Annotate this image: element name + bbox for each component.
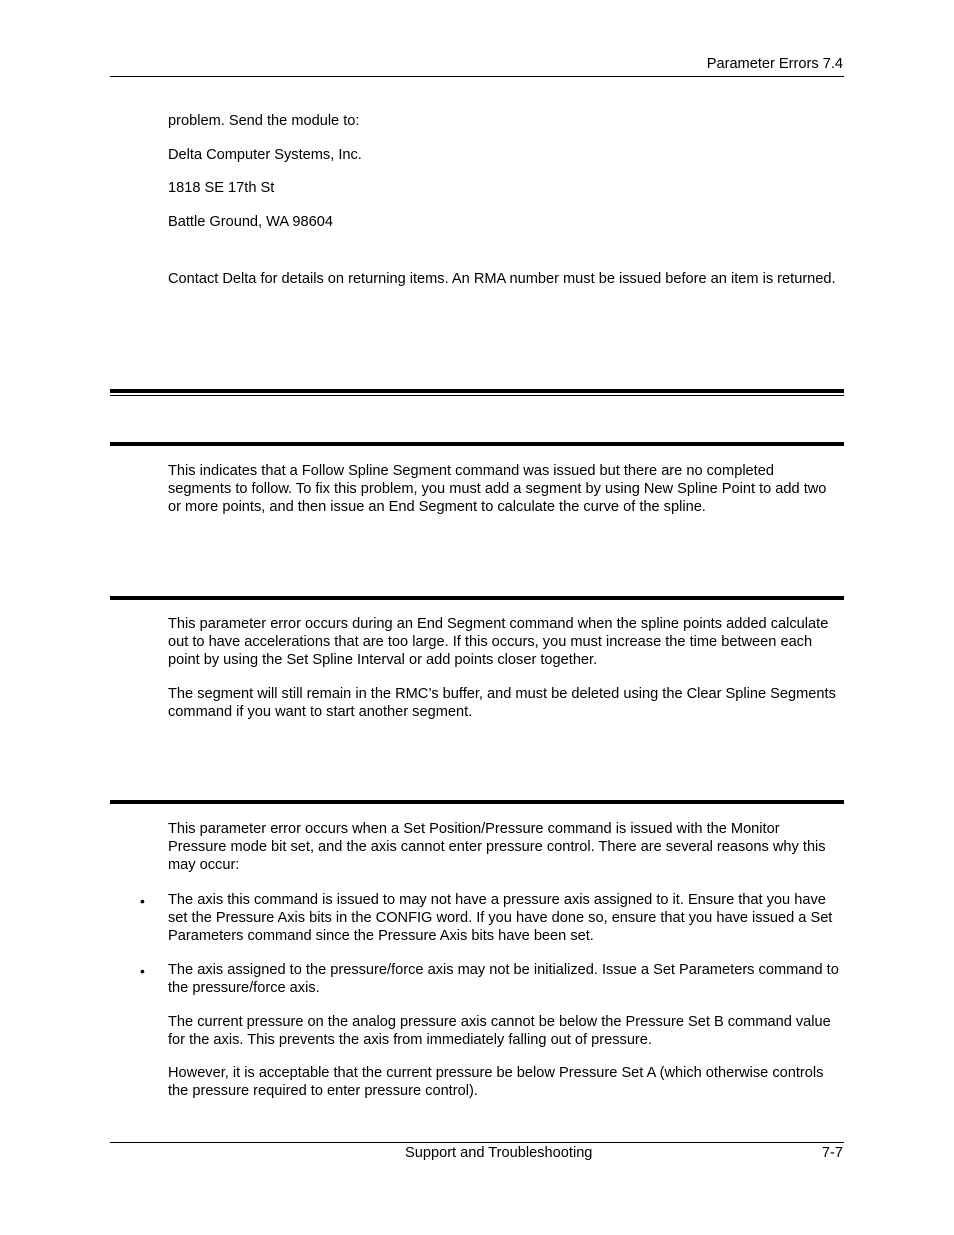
section3-paragraph-2: The current pressure on the analog pressure axis cannot be below the Pressure Set B command value for the axis. This prevents the axis from immediately falling out of pressure. (168, 1014, 831, 1049)
bullet-marker: • (140, 963, 145, 979)
section-rule-thin (110, 395, 844, 396)
section-rule-thick (110, 389, 844, 393)
intro-paragraph: problem. Send the module to: (168, 113, 360, 129)
bullet-item-1: The axis this command is issued to may not have a pressure axis assigned to it. Ensure that you have set the Pressure Axis bits in the CONFIG word. If you have done so, ensure that you have issued a Set Parameters command since the Pressure Axis bits have been set. (168, 892, 833, 945)
bullet-item-2: The axis assigned to the pressure/force axis may not be initialized. Issue a Set Parameters command to the pressure/force axis. (168, 962, 839, 997)
section3-paragraph-1: This parameter error occurs when a Set Position/Pressure command is issued with the Monitor Pressure mode bit set, and the axis cannot enter pressure control. There are several reasons why this may occur: (168, 821, 826, 874)
section2-paragraph-1: This parameter error occurs during an End Segment command when the spline points added calculate out to have accelerations that are too large. If this occurs, you must increase the time between each point by using the Set Spline Interval or add points closer together. (168, 616, 829, 669)
rma-paragraph: Contact Delta for details on returning items. An RMA number must be issued before an item is returned. (168, 271, 836, 287)
bullet-marker: • (140, 893, 145, 909)
address-street: 1818 SE 17th St (168, 180, 275, 196)
error-heading-rule-1 (110, 442, 844, 446)
footer-chapter-title: Support and Troubleshooting (405, 1145, 593, 1161)
section2-paragraph-2: The segment will still remain in the RMC’s buffer, and must be deleted using the Clear Spline Segments command if you want to start another segment. (168, 686, 836, 721)
error-heading-rule-2 (110, 596, 844, 600)
address-company: Delta Computer Systems, Inc. (168, 147, 362, 163)
footer-page-number: 7-7 (821, 1145, 843, 1161)
address-city: Battle Ground, WA 98604 (168, 214, 333, 230)
header-rule (110, 76, 844, 77)
running-header-title: Parameter Errors 7.4 (706, 56, 843, 72)
section3-paragraph-3: However, it is acceptable that the current pressure be below Pressure Set A (which otherwise controls the pressure required to enter pressure control). (168, 1065, 824, 1100)
error-heading-rule-3 (110, 800, 844, 804)
section1-paragraph: This indicates that a Follow Spline Segment command was issued but there are no completed segments to follow. To fix this problem, you must add a segment by using New Spline Point to add two or more points, and then issue an End Segment to calculate the curve of the spline. (168, 463, 827, 516)
footer-rule (110, 1142, 844, 1143)
